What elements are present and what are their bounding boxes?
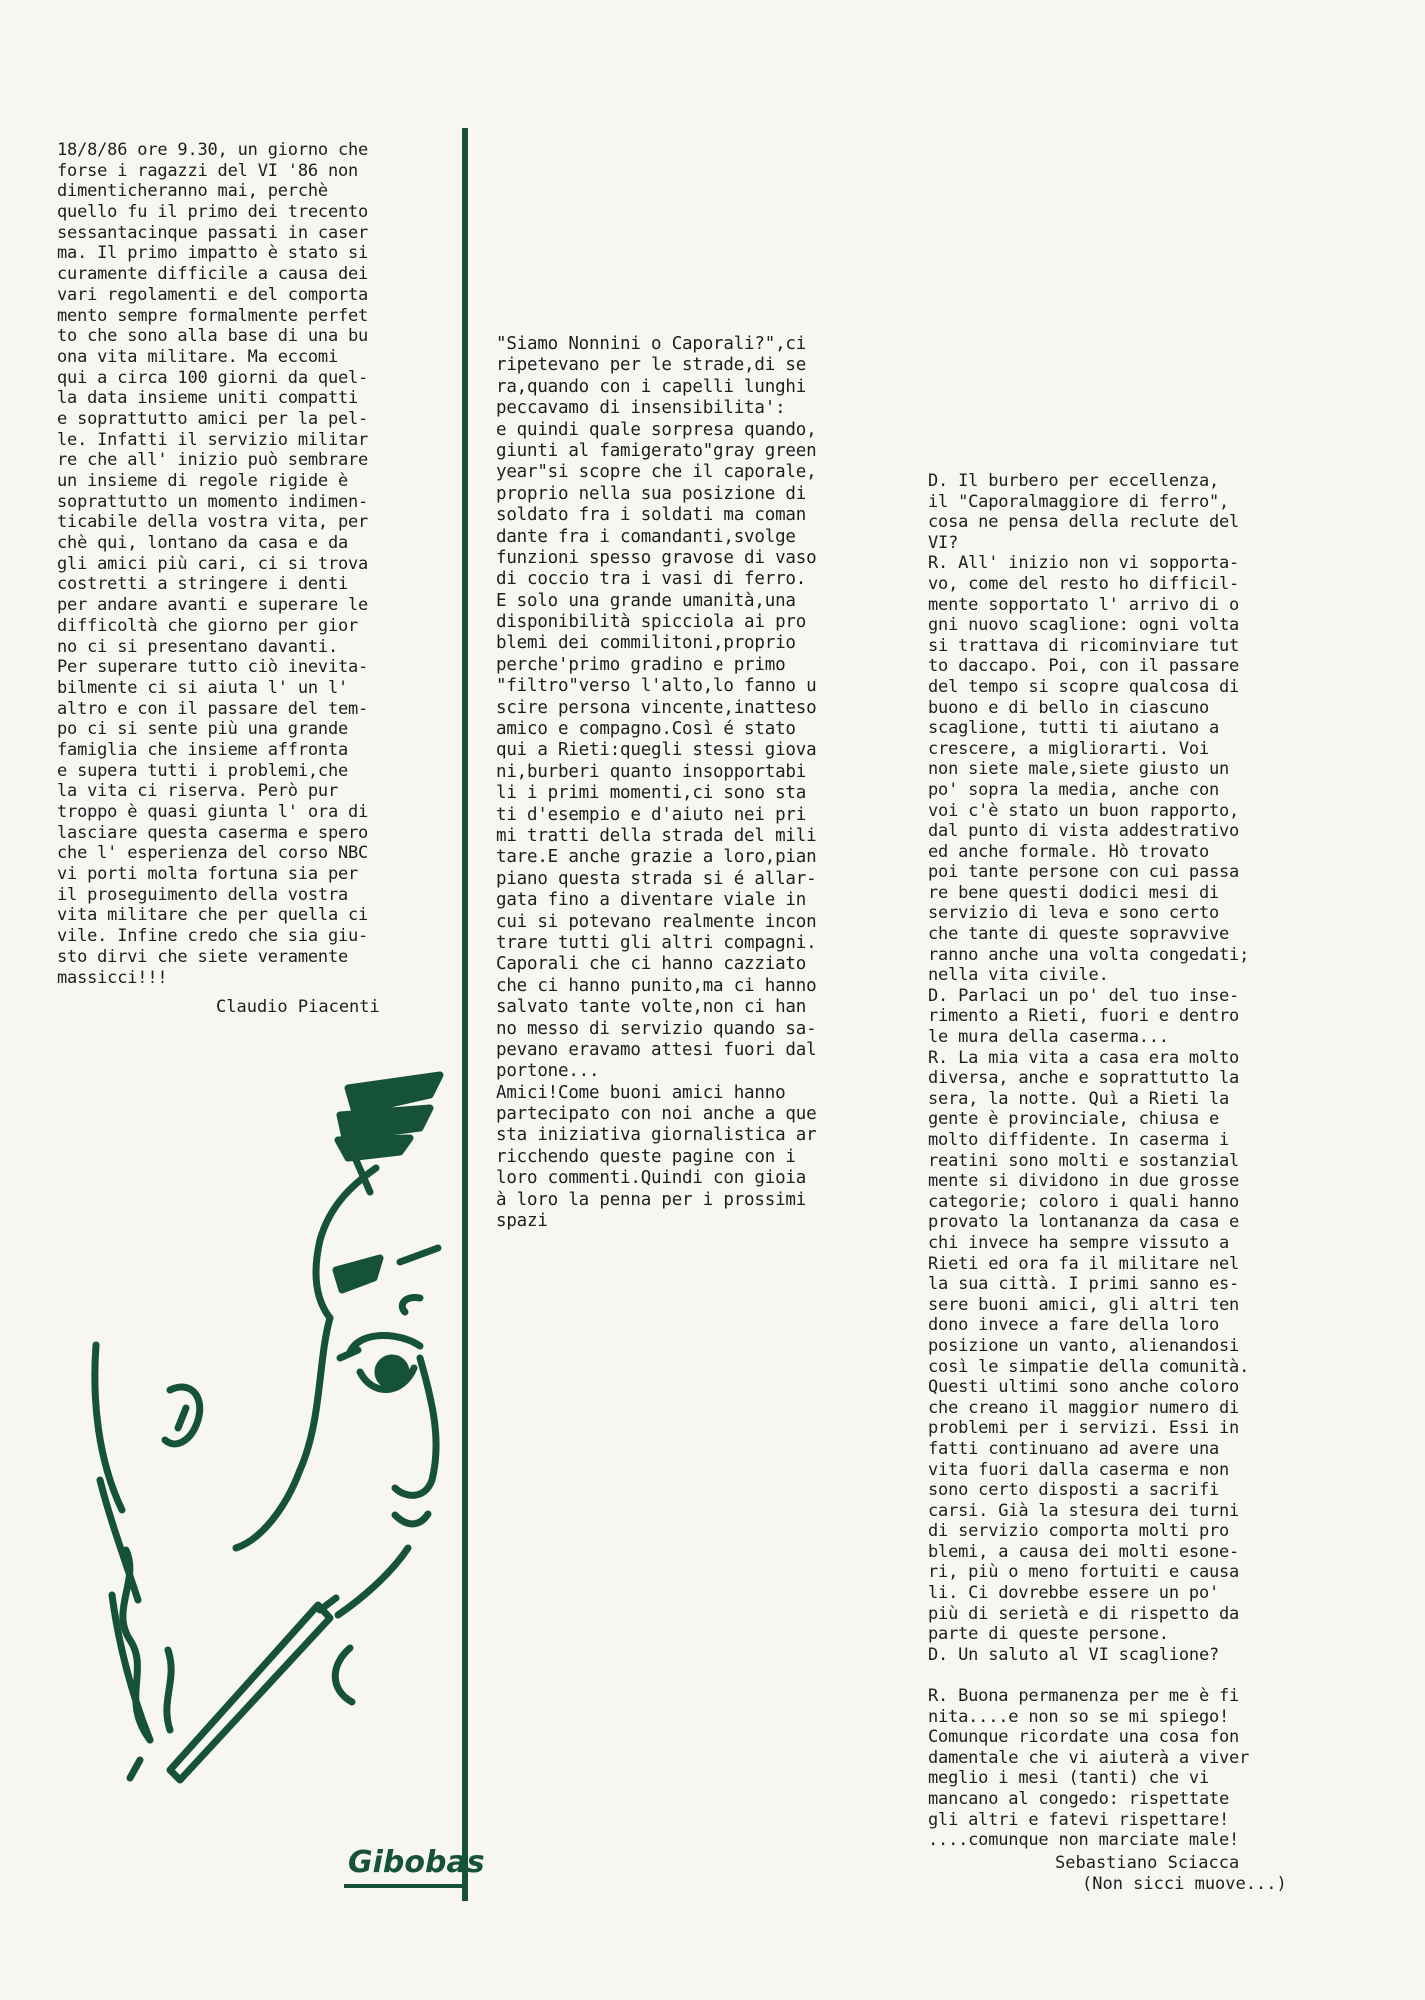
interview-line: VI? [928,532,959,553]
middle-article-line: year"si scopre che il caporale, [496,462,817,483]
middle-article-line: portone... [496,1061,600,1082]
interview-line: dono invece a fare della loro [928,1315,1220,1336]
left-article-line: vile. Infine credo che sia giu- [57,926,369,947]
left-article-line: to che sono alla base di una bu [57,326,369,347]
left-article-line: vita militare che per quella ci [57,905,369,926]
left-article-line: qui a circa 100 giorni da quel- [57,367,369,388]
middle-article-line: "filtro"verso l'alto,lo fanno u [496,676,817,697]
left-article-line: 18/8/86 ore 9.30, un giorno che [57,140,369,160]
left-article-line: massicci!!! [57,967,168,988]
middle-article-line: soldato fra i soldati ma coman [496,505,807,526]
interview-line: categorie; coloro i quali hanno [928,1191,1240,1212]
interview-line: gente è provinciale, chiusa e [928,1109,1220,1130]
left-article-line: curamente difficile a causa dei [57,264,369,285]
interview-line: che tante di queste sopravvive [928,924,1230,945]
left-article-line: ma. Il primo impatto è stato si [57,243,369,264]
interview-line: gli altri e fatevi rispettare! [928,1809,1230,1830]
interview-line: di servizio comporta molti pro [928,1521,1230,1542]
interview-line: Questi ultimi sono anche coloro [928,1377,1240,1398]
middle-article-line: piano questa strada si é allar- [496,868,817,889]
middle-article-line: spazi [496,1211,548,1232]
interview-line: rimento a Rieti, fuori e dentro [928,1006,1240,1027]
interview-line: gni nuovo scaglione: ogni volta [928,615,1240,636]
middle-article-line: ra,quando con i capelli lunghi [496,376,807,397]
middle-article-line: E solo una grande umanità,una [496,590,796,611]
left-article-line: costretti a stringere i denti [57,574,349,595]
middle-article-line: à loro la penna per i prossimi [496,1189,807,1210]
left-article-line: e supera tutti i problemi,che [57,760,349,781]
left-article-line: sessantacinque passati in caser [57,222,369,243]
interview-line: re bene questi dodici mesi di [928,882,1220,903]
middle-article-line: partecipato con noi anche a que [496,1104,817,1125]
smoking-man-caricature-icon [0,0,485,1900]
interview-line: si trattava di ricominviare tut [928,635,1240,656]
middle-article-line: gata fino a diventare viale in [496,890,807,911]
middle-article-line: disponibilità spicciola ai pro [496,612,807,633]
middle-article-line: salvato tante volte,non ci han [496,997,807,1018]
interview-line: che creano il maggior numero di [928,1397,1240,1418]
left-article-line: no ci si presentano davanti. [57,636,338,657]
middle-article-line: no messo di servizio quando sa- [496,1018,817,1039]
middle-article-line: ni,burberi quanto insopportabi [496,761,807,782]
interview-line: le mura della caserma... [928,1027,1169,1048]
left-article-line: un insieme di regole rigide è [57,471,349,491]
interview-line: po' sopra la media, anche con [928,779,1220,800]
interview-line: problemi per i servizi. Essi in [928,1418,1240,1439]
interview-line: D. Il burbero per eccellenza, [928,471,1220,491]
interview-signature-note: (Non sicci muove...) [1082,1874,1287,1894]
middle-article-line: peccavamo di insensibilita': [496,398,786,419]
interview-line: vita fuori dalla caserma e non [928,1459,1230,1480]
interview-line: cosa ne pensa della reclute del [928,512,1240,533]
middle-article-line: di coccio tra i vasi di ferro. [496,569,807,590]
middle-article-line: Amici!Come buoni amici hanno [496,1082,786,1103]
interview-line: mente si dividono in due grosse [928,1171,1240,1192]
left-article-line: po ci si sente più una grande [57,719,349,740]
interview-line: voi c'è stato un buon rapporto, [928,800,1240,821]
left-article-line: chè qui, lontano da casa e da [57,533,349,554]
interview-line: vo, come del resto ho difficil- [928,573,1240,594]
middle-article-line: sta iniziativa giornalistica ar [496,1125,817,1146]
interview-line: mancano al congedo: rispettate [928,1789,1230,1809]
interview-line: ri, più o meno fortuiti e causa [928,1562,1240,1583]
interview-line: provato la lontananza da casa e [928,1212,1240,1233]
caricature-drawing [0,0,485,1900]
left-article-signature: Claudio Piacenti [216,997,380,1017]
left-article-line: la vita ci riserva. Però pur [57,781,338,802]
interview-line: del tempo si scopre qualcosa di [928,676,1240,697]
middle-article-line: amico e compagno.Così é stato [496,719,796,740]
interview-line: D. Parlaci un po' del tuo inse- [928,985,1240,1006]
interview-line: fatti continuano ad avere una [928,1438,1220,1459]
left-article-line: il proseguimento della vostra [57,884,349,905]
interview-line: nita....e non so se mi spiego! [928,1706,1230,1727]
left-article-line: la data insieme uniti compatti [57,388,359,409]
interview-line: il "Caporalmaggiore di ferro", [928,491,1230,512]
interview-line: R. La mia vita a casa era molto [928,1047,1240,1068]
interview-line: sono certo disposti a sacrifi [928,1480,1220,1501]
middle-article-line: giunti al famigerato"gray green [496,440,817,461]
interview-line: R. Buona permanenza per me è fi [928,1686,1240,1707]
interview-line: dal punto di vista addestrativo [928,821,1240,842]
interview-line: buono e di bello in ciascuno [928,697,1209,718]
middle-article-line: tare.E anche grazie a loro,pian [496,847,817,868]
middle-article-line: pevano eravamo attesi fuori dal [496,1039,817,1060]
middle-article-line: scire persona vincente,inatteso [496,697,817,718]
middle-article-column [496,334,886,1232]
left-article-line: sto dirvi che siete veramente [57,946,349,967]
interview-line: ed anche formale. Hò trovato [928,841,1209,862]
interview-line: poi tante persone con cui passa [928,862,1240,883]
left-article-line: per andare avanti e superare le [57,595,369,616]
middle-article-line: perche'primo gradino e primo [496,654,786,675]
left-article-line: forse i ragazzi del VI '86 non [57,160,359,181]
left-article-line: ticabile della vostra vita, per [57,512,369,533]
left-article-line: altro e con il passare del tem- [57,698,369,719]
interview-line: così le simpatie della comunità. [928,1356,1250,1377]
left-article-line: che l' esperienza del corso NBC [57,843,369,864]
left-article-line: Per superare tutto ciò inevita- [57,657,369,678]
interview-column [928,471,1328,1851]
interview-line: molto diffidente. In caserma i [928,1130,1230,1150]
interview-line: ranno anche una volta congedati; [928,944,1250,965]
interview-line: sere buoni amici, gli altri ten [928,1294,1240,1315]
interview-line: crescere, a migliorarti. Voi [928,738,1209,759]
interview-line: damentale che vi aiuterà a viver [928,1747,1250,1768]
middle-article-line: trare tutti gli altri compagni. [496,932,817,953]
middle-article-line: blemi dei commilitoni,proprio [496,633,796,654]
left-article-line: famiglia che insieme affronta [57,739,349,760]
interview-line: mente sopportato l' arrivo di o [928,594,1240,615]
middle-article-line: mi tratti della strada del mili [496,825,817,846]
middle-article-line: ti d'esempio e d'aiuto nei pri [496,804,807,825]
interview-line: scaglione, tutti ti aiutano a [928,718,1220,739]
interview-line: nella vita civile. [928,965,1109,986]
left-article-line: bilmente ci si aiuta l' un l' [57,677,349,698]
interview-line: servizio di leva e sono certo [928,903,1220,924]
middle-article-line: qui a Rieti:quegli stessi giova [496,740,817,761]
interview-line: R. All' inizio non vi sopporta- [928,553,1240,574]
left-article-line: vari regolamenti e del comporta [57,284,369,305]
interview-line: diversa, anche e soprattutto la [928,1068,1240,1089]
middle-article-line: proprio nella sua posizione di [496,483,807,504]
middle-article-line: li i primi momenti,ci sono sta [496,783,807,804]
interview-line: posizione un vanto, alienandosi [928,1335,1240,1356]
left-article-line: troppo è quasi giunta l' ora di [57,802,369,822]
left-article-line: vi porti molta fortuna sia per [57,864,359,885]
left-article-line: mento sempre formalmente perfet [57,305,369,326]
middle-article-line: dante fra i comandanti,svolge [496,526,796,547]
middle-article-line: "Siamo Nonnini o Caporali?",ci [496,334,807,354]
middle-article-line: e quindi quale sorpresa quando, [496,419,817,440]
interview-line: Rieti ed ora fa il militare nel [928,1253,1240,1274]
interview-line: reatini sono molti e sostanzial [928,1150,1240,1171]
interview-line: ....comunque non marciate male! [928,1830,1240,1851]
interview-line: Comunque ricordate una cosa fon [928,1727,1240,1748]
interview-line: meglio i mesi (tanti) che vi [928,1768,1209,1789]
left-article-line: quello fu il primo dei trecento [57,202,369,223]
left-article-line: ona vita militare. Ma eccomi [57,346,338,367]
artist-signature: Gibobas [348,1845,485,1880]
interview-line: to daccapo. Poi, con il passare [928,656,1240,677]
interview-signature-name: Sebastiano Sciacca [1055,1853,1240,1873]
interview-line: più di serietà e di rispetto da [928,1603,1240,1624]
interview-line: la sua città. I primi sanno es- [928,1274,1240,1295]
left-article-line: e soprattutto amici per la pel- [57,408,369,429]
interview-line: sera, la notte. Quì a Rieti la [928,1088,1230,1109]
middle-article-line: ricchendo queste pagine con i [496,1146,796,1167]
interview-line: parte di queste persone. [928,1624,1169,1645]
middle-article-line: ripetevano per le strade,di se [496,355,807,376]
middle-article-line: funzioni spesso gravose di vaso [496,547,817,568]
left-article-line: gli amici più cari, ci si trova [57,553,369,574]
interview-line: li. Ci dovrebbe essere un po' [928,1583,1220,1604]
interview-line: chi invece ha sempre vissuto a [928,1232,1230,1253]
interview-line [928,1665,1328,1686]
middle-article-line: cui si potevano realmente incon [496,911,817,932]
middle-article-line: loro commenti.Quindi con gioia [496,1168,807,1189]
middle-article-line: che ci hanno punito,ma ci hanno [496,975,817,996]
left-article-line: re che all' inizio può sembrare [57,450,369,471]
interview-line: carsi. Già la stesura dei turni [928,1500,1240,1521]
left-article-line: difficoltà che giorno per gior [57,615,359,636]
left-article-line: le. Infatti il servizio militar [57,429,369,450]
middle-article-line: Caporali che ci hanno cazziato [496,954,807,975]
interview-line: blemi, a causa dei molti esone- [928,1541,1240,1562]
left-article-line: lasciare questa caserma e spero [57,822,369,843]
interview-line: D. Un saluto al VI scaglione? [928,1644,1220,1665]
left-article-line: dimenticheranno mai, perchè [57,181,328,202]
left-article-line: soprattutto un momento indimen- [57,491,369,512]
interview-line: non siete male,siete giusto un [928,759,1230,780]
